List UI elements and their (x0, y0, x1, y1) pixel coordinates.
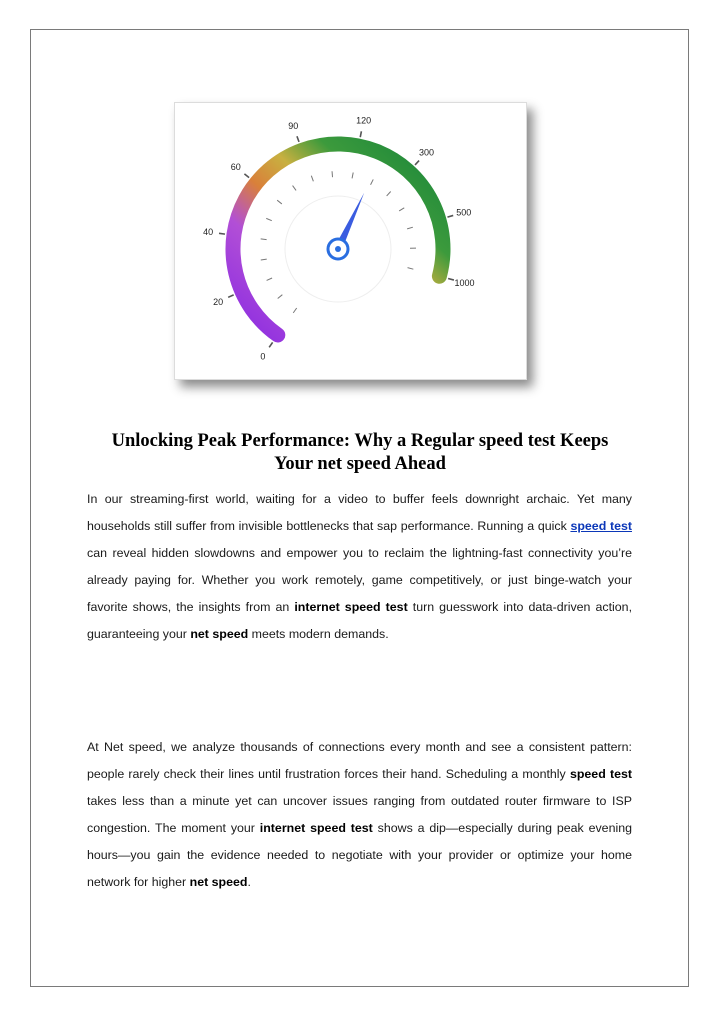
speed-gauge-image (174, 102, 527, 380)
tick-label: 0 (260, 351, 266, 362)
article-title (60, 430, 660, 476)
p2-text-4: . (247, 875, 251, 889)
minor-tick (408, 268, 414, 270)
tick-label: 20 (213, 296, 224, 307)
p1-bold-net-speed: net speed (190, 627, 249, 641)
p1-text-4: meets modern demands. (248, 627, 389, 641)
p2-text-3: shows a dip—especially during peak evening hours—you gain the evidence needed to negotiate with your provider or optimize your home network for higher (87, 821, 632, 889)
p2-text-1: At Net speed, we analyze thousands of connections every month and see a consistent pattern: people rarely check their lines until frustration forces their hand. Scheduling a monthly (87, 740, 632, 781)
speed-test-link[interactable]: speed test (570, 519, 632, 533)
p1-bold-internet-speed-test: internet speed test (294, 600, 408, 614)
minor-tick (293, 186, 296, 191)
p2-bold-net-speed: net speed (189, 875, 248, 889)
p2-bold-internet-speed-test: internet speed test (259, 821, 373, 835)
tick-label: 60 (230, 162, 241, 172)
minor-tick (352, 172, 353, 178)
p2-bold-speed-test: speed test (569, 767, 632, 781)
paragraph-1 (87, 486, 632, 648)
gauge-hub-center (335, 246, 341, 252)
major-tick (244, 174, 249, 178)
major-tick (297, 136, 299, 142)
minor-tick (277, 200, 282, 204)
p1-text-2: can reveal hidden slowdowns and empower you to reclaim the lightning-fast connectivity you’re already paying for. Whether you work remotely, game competitively, or just binge-watch your favorite shows, the insights from an (87, 546, 632, 614)
minor-tick (278, 295, 283, 299)
title-line-2: Your net speed Ahead (274, 454, 446, 474)
minor-tick (293, 308, 296, 313)
minor-tick (261, 259, 267, 260)
major-tick (360, 131, 361, 137)
minor-tick (267, 278, 272, 280)
minor-tick (399, 208, 404, 211)
tick-label: 1000 (454, 277, 475, 288)
paragraph-2 (87, 734, 632, 896)
tick-label: 40 (203, 226, 214, 237)
major-tick (269, 342, 272, 347)
major-tick (447, 215, 453, 217)
minor-tick (407, 227, 413, 229)
major-tick (415, 161, 419, 165)
minor-tick (266, 218, 272, 220)
minor-tick (311, 176, 313, 182)
tick-label: 300 (418, 147, 435, 158)
major-tick (448, 279, 454, 281)
tick-label: 90 (288, 120, 299, 131)
major-tick (219, 233, 225, 234)
p2-text-2: takes less than a minute yet can uncover issues ranging from outdated router firmware to ISP congestion. The moment your (87, 794, 632, 835)
p1-text-1: In our streaming-first world, waiting for a video to buffer feels downright archaic. Yet many households still suffer from invisible bottlenecks that sap performance. Running a quick (87, 492, 632, 533)
major-tick (228, 295, 233, 297)
title-line-1: Unlocking Peak Performance: Why a Regular speed test Keeps (111, 431, 609, 451)
speed-gauge (175, 103, 526, 379)
p1-text-3: turn guesswork into data-driven action, guaranteeing your (87, 600, 633, 641)
tick-label: 120 (356, 115, 372, 126)
minor-tick (387, 191, 391, 195)
tick-label: 500 (456, 207, 472, 218)
minor-tick (261, 239, 267, 240)
minor-tick (371, 179, 374, 184)
